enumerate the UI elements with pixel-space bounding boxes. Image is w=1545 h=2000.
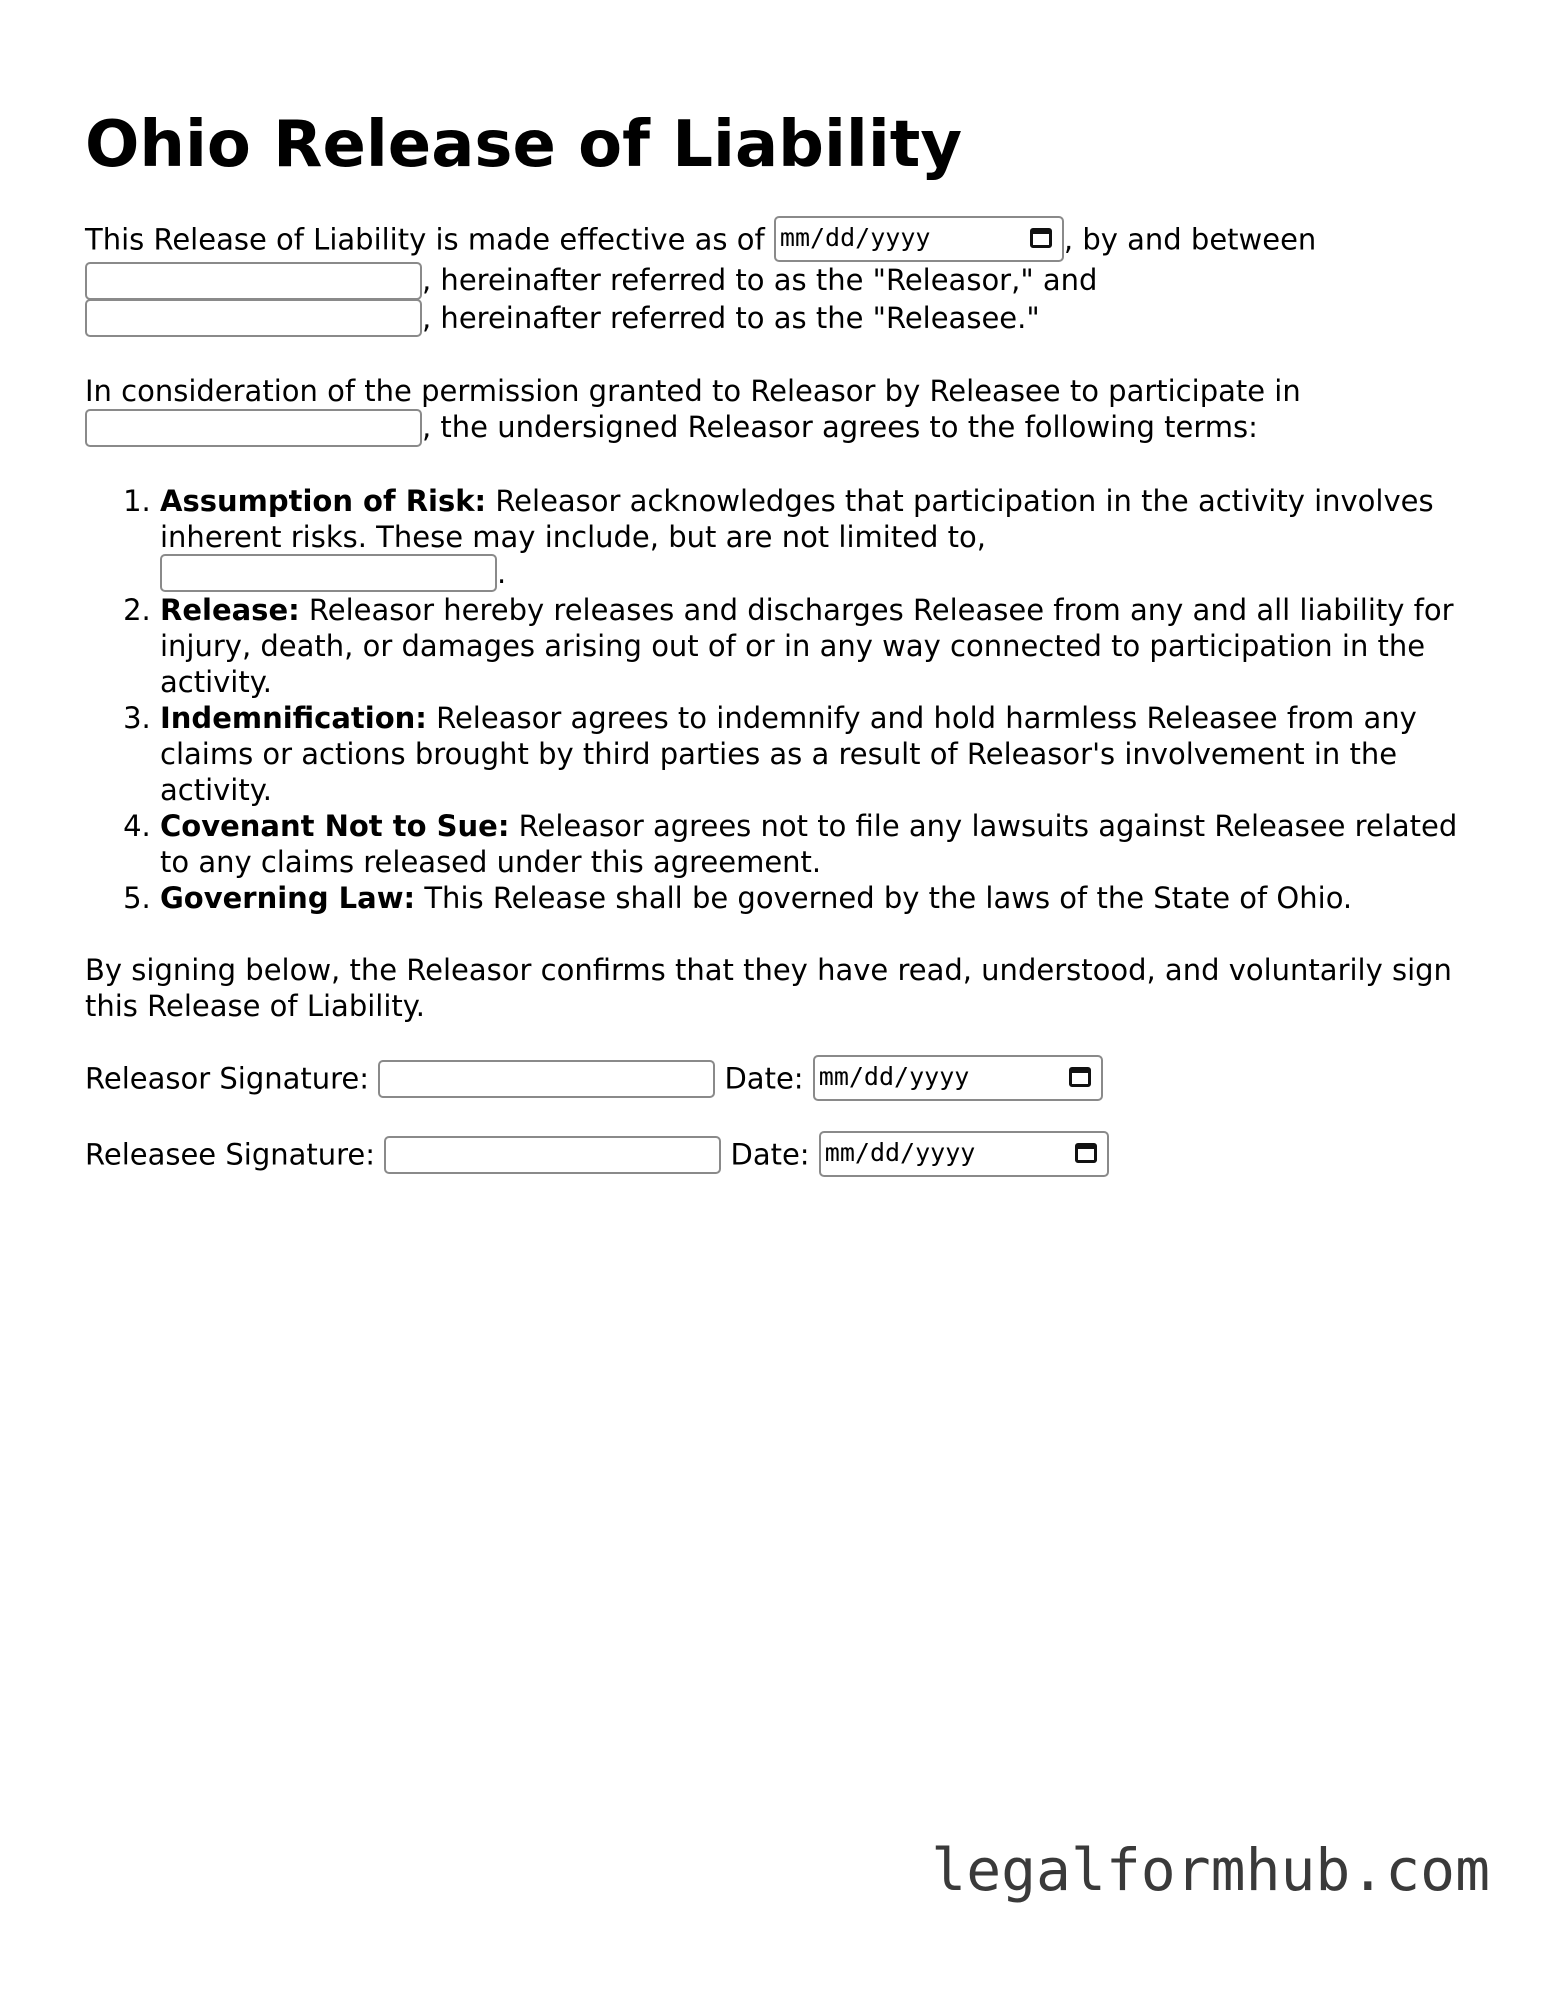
- intro-paragraph: [85, 221, 1465, 337]
- effective-date-input[interactable]: [774, 216, 1064, 262]
- term-text: Releasor acknowledges that participation in the activity involves inherent risks. These may include, but are not limited to,: [160, 483, 1434, 554]
- releasor-signature-label: Releasor Signature:: [85, 1061, 370, 1096]
- term-governing-law: [160, 880, 1465, 916]
- releasor-date-input[interactable]: [813, 1055, 1103, 1101]
- activity-input[interactable]: [85, 409, 422, 447]
- release-form: [85, 95, 1465, 1212]
- calendar-icon[interactable]: [1030, 228, 1052, 248]
- term-text: Releasor hereby releases and discharges Releasee from any and all liability for injury, death, or damages arising out of or in any way connected to participation in the activity.: [160, 593, 1454, 699]
- calendar-icon[interactable]: [1069, 1067, 1091, 1087]
- releasee-signature-input[interactable]: [384, 1136, 721, 1174]
- date-placeholder: mm/dd/yyyy: [779, 223, 931, 252]
- consideration-paragraph: [85, 373, 1465, 447]
- date-label: Date:: [730, 1137, 810, 1172]
- intro-text-3: , hereinafter referred to as the "Releasor," and: [422, 263, 1098, 297]
- date-placeholder: mm/dd/yyyy: [818, 1062, 970, 1091]
- intro-text-2: , by and between: [1063, 222, 1317, 257]
- closing-paragraph: By signing below, the Releasor confirms that they have read, understood, and voluntarily sign this Release of Liability.: [85, 953, 1452, 1023]
- date-placeholder: mm/dd/yyyy: [824, 1138, 976, 1167]
- risks-input[interactable]: [160, 554, 497, 592]
- releasee-name-input[interactable]: [85, 299, 422, 337]
- consideration-text-1: In consideration of the permission granted to Releasor by Releasee to participate in: [85, 374, 1301, 408]
- releasor-signature-input[interactable]: [378, 1060, 715, 1098]
- term-heading: Governing Law:: [160, 881, 416, 915]
- releasee-signature-row: [85, 1136, 1465, 1176]
- releasor-signature-row: [85, 1060, 1465, 1100]
- term-indemnification: [160, 700, 1465, 808]
- term-release: [160, 592, 1465, 700]
- term-tail: .: [497, 555, 507, 590]
- term-assumption-of-risk: [160, 483, 1465, 593]
- consideration-text-2: , the undersigned Releasor agrees to the following terms:: [422, 410, 1258, 444]
- term-heading: Covenant Not to Sue:: [160, 809, 510, 843]
- term-heading: Assumption of Risk:: [160, 483, 487, 518]
- term-covenant-not-to-sue: [160, 808, 1465, 880]
- term-text: This Release shall be governed by the laws of the State of Ohio.: [415, 881, 1353, 915]
- releasee-date-input[interactable]: [819, 1131, 1109, 1177]
- intro-text-4: , hereinafter referred to as the "Releasee.": [422, 300, 1040, 335]
- site-watermark: legalformhub.com: [931, 1836, 1490, 1904]
- term-text: Releasor agrees not to file any lawsuits against Releasee related to any claims released under this agreement.: [160, 809, 1458, 879]
- page-title: Ohio Release of Liability: [85, 108, 963, 182]
- term-heading: Release:: [160, 593, 300, 627]
- terms-list: [85, 483, 1465, 917]
- releasee-signature-label: Releasee Signature:: [85, 1137, 376, 1172]
- term-heading: Indemnification:: [160, 701, 427, 735]
- term-text: Releasor agrees to indemnify and hold harmless Releasee from any claims or actions brought by third parties as a result of Releasor's involvement in the activity.: [160, 701, 1417, 807]
- calendar-icon[interactable]: [1075, 1143, 1097, 1163]
- intro-text-1: This Release of Liability is made effective as of: [85, 222, 765, 257]
- releasor-name-input[interactable]: [85, 262, 422, 300]
- date-label: Date:: [724, 1061, 804, 1096]
